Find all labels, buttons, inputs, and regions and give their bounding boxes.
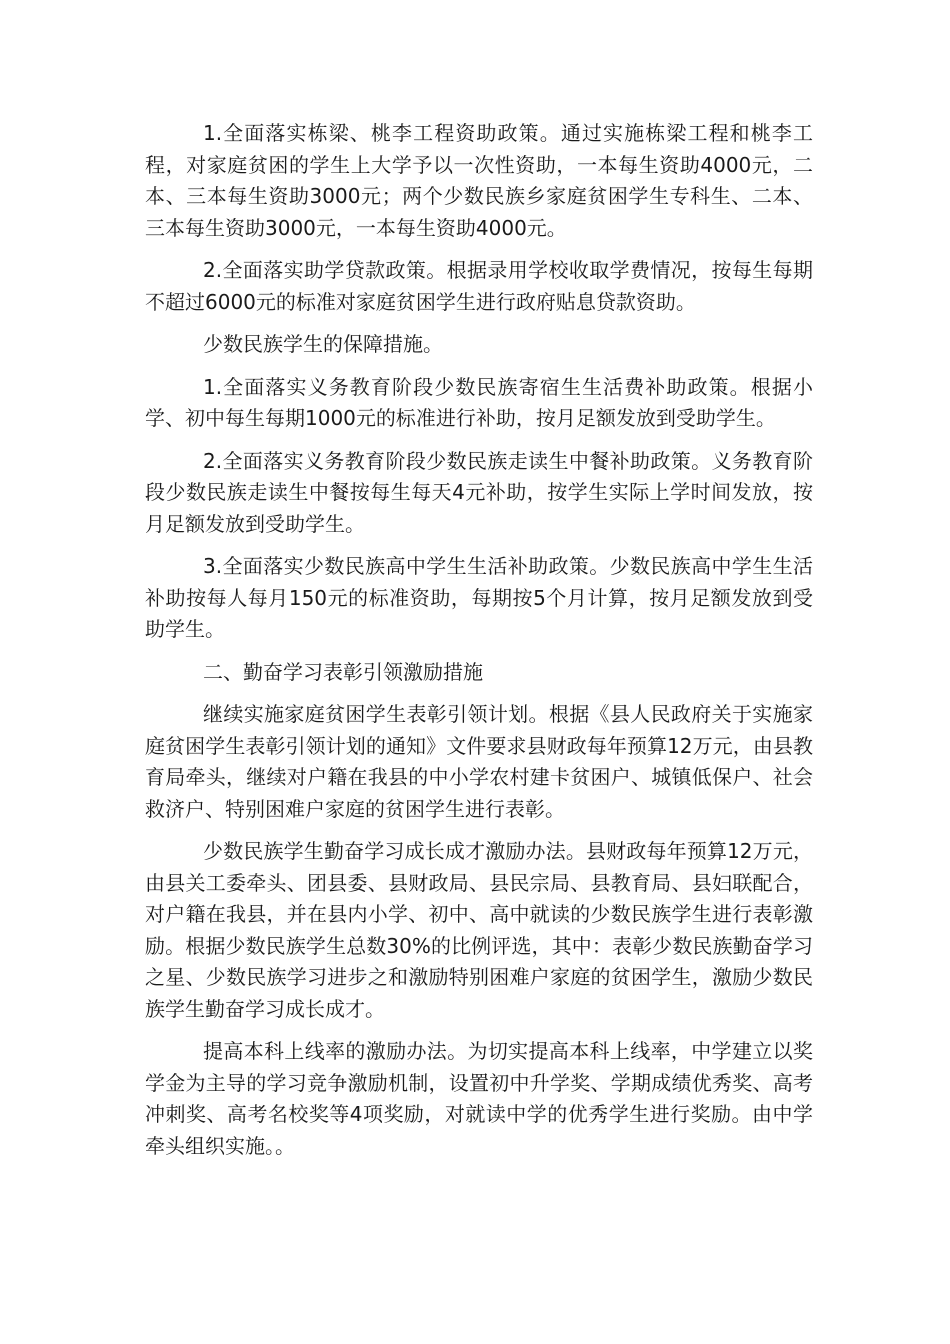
- paragraph-poor-student-commendation: 继续实施家庭贫困学生表彰引领计划。根据《县人民政府关于实施家庭贫困学生表彰引领计划的通知》文件要求县财政每年预算12万元，由县教育局牵头，继续对户籍在我县的中小学农村建卡贫困户、城镇低保户、社会救济户、特别困难户家庭的贫困学生进行表彰。: [145, 702, 813, 821]
- document-body: [145, 118, 813, 1173]
- paragraph-minority-incentive: 少数民族学生勤奋学习成长成才激励办法。县财政每年预算12万元，由县关工委牵头、团县委、县财政局、县民宗局、县教育局、县妇联配合，对户籍在我县，并在县内小学、初中、高中就读的少数民族学生进行表彰激励。根据少数民族学生总数30%的比例评选，其中：表彰少数民族勤奋学习之星、少数民族学习进步之和激励特别困难户家庭的贫困学生，激励少数民族学生勤奋学习成长成才。: [145, 839, 813, 1021]
- paragraph-student-loan-policy: 2.全面落实助学贷款政策。根据录用学校收取学费情况，按每生每期不超过6000元的标准对家庭贫困学生进行政府贴息贷款资助。: [145, 258, 813, 314]
- paragraph-undergraduate-rate-incentive: 提高本科上线率的激励办法。为切实提高本科上线率，中学建立以奖学金为主导的学习竞争激励机制，设置初中升学奖、学期成绩优秀奖、高考冲刺奖、高考名校奖等4项奖励，对就读中学的优秀学生进行奖励。由中学牵头组织实施。。: [145, 1039, 813, 1158]
- paragraph-high-school-subsidy: 3.全面落实少数民族高中学生生活补助政策。少数民族高中学生生活补助按每人每月150元的标准资助，每期按5个月计算，按月足额发放到受助学生。: [145, 554, 813, 641]
- paragraph-minority-measures-heading: 少数民族学生的保障措施。: [203, 332, 443, 356]
- paragraph-boarding-subsidy: 1.全面落实义务教育阶段少数民族寄宿生生活费补助政策。根据小学、初中每生每期1000元的标准进行补助，按月足额发放到受助学生。: [145, 374, 813, 430]
- paragraph-lunch-subsidy: 2.全面落实义务教育阶段少数民族走读生中餐补助政策。义务教育阶段少数民族走读生中餐按每生每天4元补助，按学生实际上学时间发放，按月足额发放到受助学生。: [145, 448, 813, 536]
- paragraph-liangdong-taoli-policy: 1.全面落实栋梁、桃李工程资助政策。通过实施栋梁工程和桃李工程，对家庭贫困的学生上大学予以一次性资助，一本每生资助4000元，二本、三本每生资助3000元；两个少数民族乡家庭贫困学生专科生、二本、三本每生资助3000元，一本每生资助4000元。: [145, 121, 813, 240]
- section-heading-incentives: 二、勤奋学习表彰引领激励措施: [203, 659, 483, 684]
